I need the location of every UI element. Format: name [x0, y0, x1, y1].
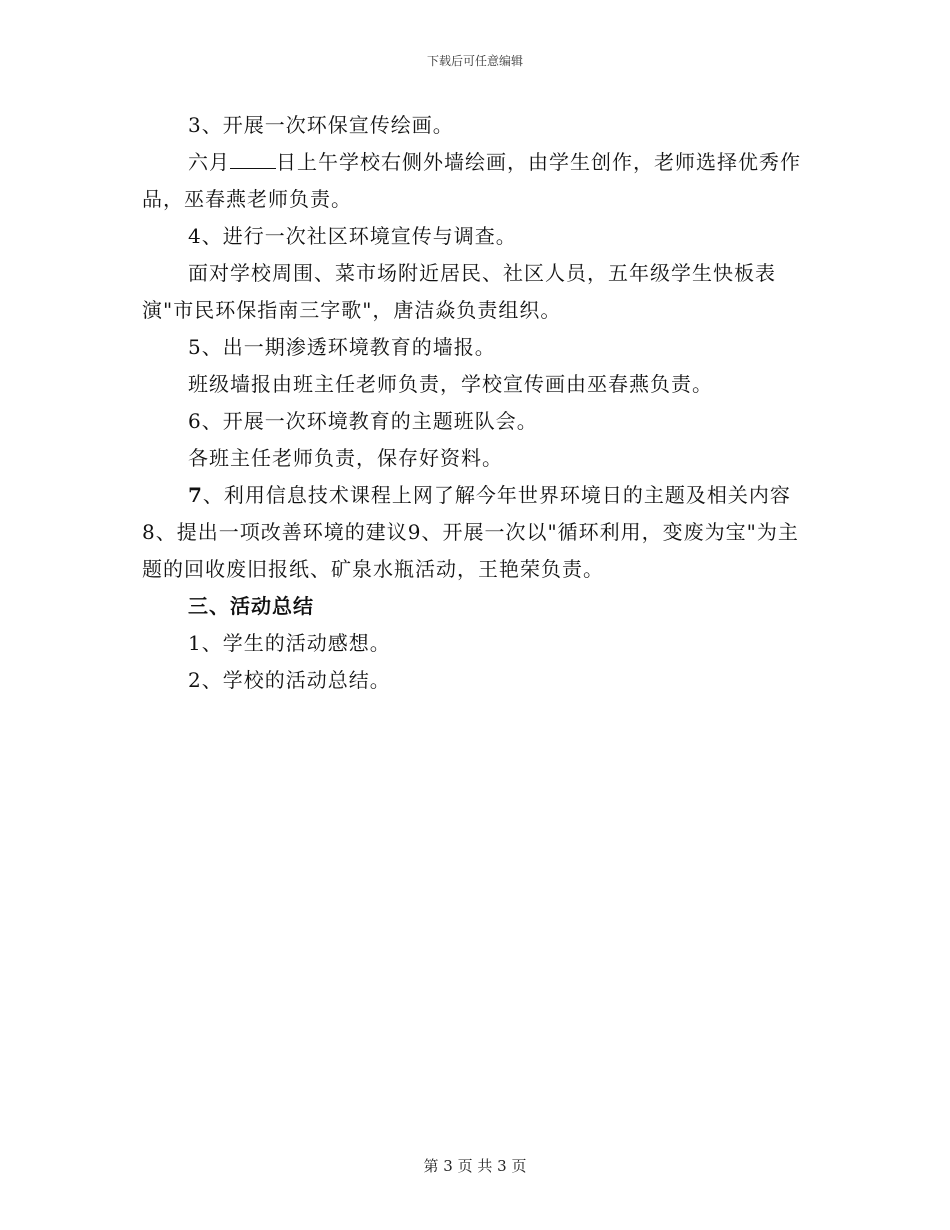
item3-title: 3、开展一次环保宣传绘画。	[188, 113, 454, 137]
item4-title: 4、进行一次社区环境宣传与调查。	[188, 224, 517, 248]
item6-title: 6、开展一次环境教育的主题班队会。	[188, 409, 538, 433]
item6-body: 各班主任老师负责，保存好资料。	[188, 446, 503, 470]
item4-body: 面对学校周围、菜市场附近居民、社区人员，五年级学生快板表演"市民环保指南三字歌"，唐洁焱负责组织。	[142, 261, 776, 322]
section3-heading: 三、活动总结	[188, 594, 314, 618]
item7-paragraph	[142, 477, 808, 588]
page-number: 第 3 页 共 3 页	[423, 1157, 527, 1175]
document-body	[142, 107, 808, 699]
page-header-note: 下载后可任意编辑	[426, 54, 523, 68]
item3-body	[142, 144, 808, 218]
summary-item-1: 1、学生的活动感想。	[188, 631, 391, 655]
summary-item-2: 2、学校的活动总结。	[188, 668, 391, 692]
item5-title: 5、出一期渗透环境教育的墙报。	[188, 335, 496, 359]
item5-body: 班级墙报由班主任老师负责，学校宣传画由巫春燕负责。	[188, 372, 713, 396]
item7-text: 、利用信息技术课程上网了解今年世界环境日的主题及相关内容8、提出一项改善环境的建议9、开展一次以"循环利用，变废为宝"为主题的回收废旧报纸、矿泉水瓶活动，王艳荣负责。	[142, 483, 799, 581]
item7-number: 7	[188, 483, 203, 507]
item3-body-start: 六月	[188, 150, 230, 174]
item3-body-rest: 日上午学校右侧外墙绘画，由学生创作，老师选择优秀作品，巫春燕老师负责。	[142, 150, 801, 211]
date-blank	[230, 148, 276, 169]
